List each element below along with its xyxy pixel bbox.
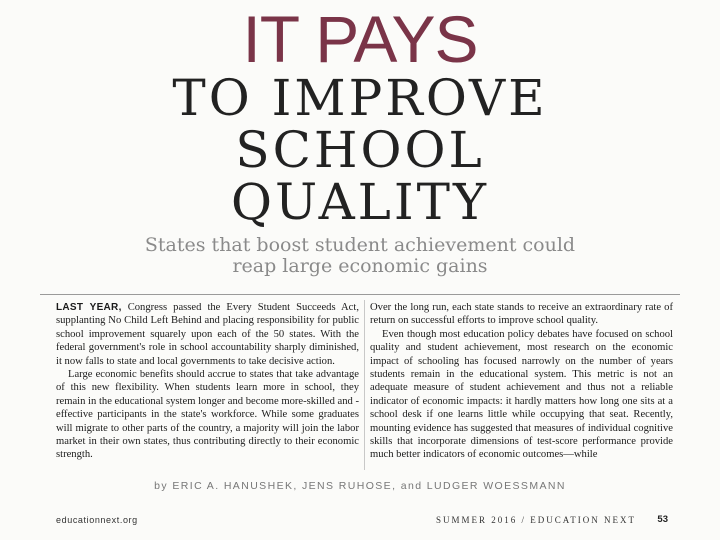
footer-url: educationnext.org: [56, 515, 138, 525]
section-divider: [40, 294, 680, 295]
body-paragraph-1: [56, 301, 359, 368]
column-divider: [364, 300, 365, 470]
body-column-left: [56, 301, 359, 462]
headline-line-1: TO IMPROVE: [172, 69, 548, 127]
subtitle: [0, 235, 720, 277]
body-paragraph-4: Even though most education policy debates have focused on school quality and student achievement, most research on the economic impact of schooling has focused narrowly on the number of years students remain in the educational system. This metric is not an adequate measure of student achievement and thus not a reliable indicator of economic impacts: it hardly matters how long one sits at a school desk if one learns little while occupying that seat. Recently, mounting evidence has suggested that measures of individual cognitive skills that incorporate dimensions of test-score performance provide much better indicators of economic outcomes—while: [370, 328, 673, 461]
byline: by ERIC A. HANUSHEK, JENS RUHOSE, and LUDGER WOESSMANN: [154, 480, 566, 492]
headline-line-3: QUALITY: [230, 173, 489, 231]
body-paragraph-3: Over the long run, each state stands to receive an extraordinary rate of return on successful efforts to improve school quality.: [370, 302, 673, 327]
subtitle-line-1: States that boost student achievement could: [144, 234, 576, 256]
headline-line-2: SCHOOL: [235, 121, 485, 179]
page-number: 53: [657, 514, 668, 525]
lead-in: LAST YEAR,: [56, 302, 122, 313]
body-column-right: [370, 301, 673, 462]
subtitle-line-2: reap large economic gains: [232, 255, 488, 277]
headline-kicker: IT PAYS: [242, 2, 478, 76]
footer-issue: SUMMER 2016 / EDUCATION NEXT: [436, 515, 636, 525]
body-paragraph-2: Large economic benefits should accrue to states that take advantage of this new flexibility. When students learn more in school, they remain in the educational system longer and become more-skilled and -effective participants in the state's workforce. While some graduates will migrate to other parts of the country, a majority will join the labor market in their own states, thus contributing directly to their economic strength.: [56, 369, 359, 461]
paragraph-text: Congress passed the Every Student Succeeds Act, supplanting No Child Left Behind and placing responsibility for public school improvement squarely upon each of the 50 states. With the federal government's role in school accountability sharply diminished, it now falls to state and local governments to take decisive action.: [56, 302, 359, 367]
